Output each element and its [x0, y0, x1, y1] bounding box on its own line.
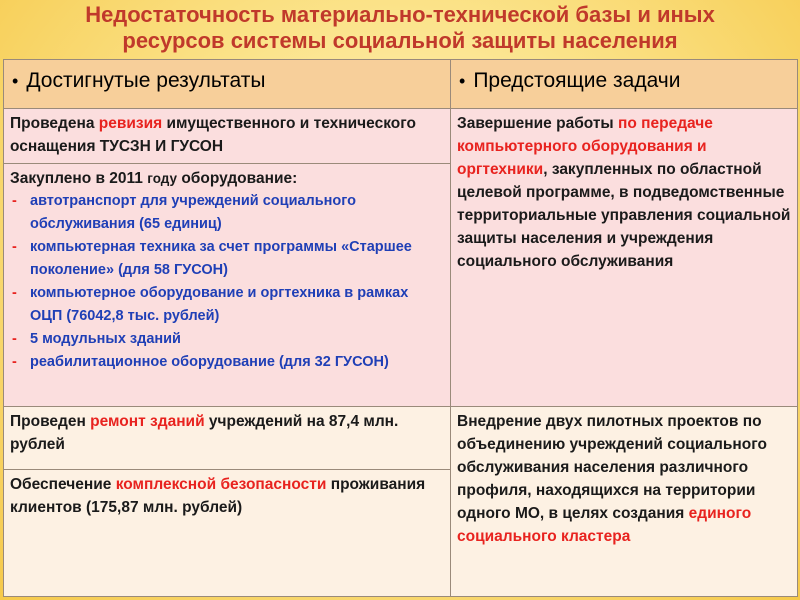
cell-security: Обеспечение комплексной безопасности проживания клиентов (175,87 млн. рублей): [4, 470, 451, 597]
highlight-text: ремонт зданий: [90, 413, 205, 430]
dash-icon: -: [12, 239, 17, 255]
cell-purchases: [4, 164, 451, 407]
bullet-icon: •: [459, 71, 466, 91]
cell-transfer-task: Завершение работы по передаче компьютерного оборудования и оргтехники, закупленных по областной целевой программе, в подведомственные территориальные управления социальной защиты населения и учреждения социального обслуживания: [451, 109, 798, 407]
header-right-label: Предстоящие задачи: [473, 69, 681, 92]
table-row: [4, 407, 798, 470]
dash-icon: -: [12, 193, 17, 209]
highlight-text: единого социального кластера: [457, 505, 752, 545]
cell-repair: Проведен ремонт зданий учреждений на 87,4 млн. рублей: [4, 407, 451, 470]
list-item: - компьютерное оборудование и оргтехника в рамках ОЦП (76042,8 тыс. рублей): [10, 282, 444, 328]
highlight-text: по передаче компьютерного оборудования и оргтехники: [457, 115, 713, 178]
header-left-label: Достигнутые результаты: [26, 69, 266, 92]
bullet-icon: •: [12, 71, 19, 91]
cell-revision: Проведена ревизия имущественного и технического оснащения ТУСЗН И ГУСОН: [4, 109, 451, 164]
purchases-list: [10, 190, 444, 374]
list-item: - автотранспорт для учреждений социального обслуживания (65 единиц): [10, 190, 444, 236]
dash-icon: -: [12, 354, 17, 370]
dash-icon: -: [12, 285, 17, 301]
purchases-intro: Закуплено в 2011 году оборудование:: [10, 170, 298, 187]
title-line-1: Недостаточность материально-технической базы и иных: [85, 2, 715, 27]
list-item: - реабилитационное оборудование (для 32 ГУСОН): [10, 351, 444, 374]
header-left: [4, 60, 451, 109]
title-line-2: ресурсов системы социальной защиты населения: [122, 28, 678, 53]
slide-title: [0, 2, 800, 54]
dash-icon: -: [12, 331, 17, 347]
highlight-text: комплексной безопасности: [115, 476, 327, 493]
header-right: [451, 60, 798, 109]
table-header-row: [4, 60, 798, 109]
cell-pilot-projects: Внедрение двух пилотных проектов по объединению учреждений социального обслуживания населения различного профиля, находящихся на территории одного МО, в целях создания единого социального кластера: [451, 407, 798, 597]
table-row: [4, 109, 798, 164]
highlight-text: ревизия: [98, 115, 163, 132]
list-item: - 5 модульных зданий: [10, 328, 444, 351]
list-item: - компьютерная техника за счет программы «Старшее поколение» (для 58 ГУСОН): [10, 236, 444, 282]
comparison-table: [3, 59, 798, 597]
